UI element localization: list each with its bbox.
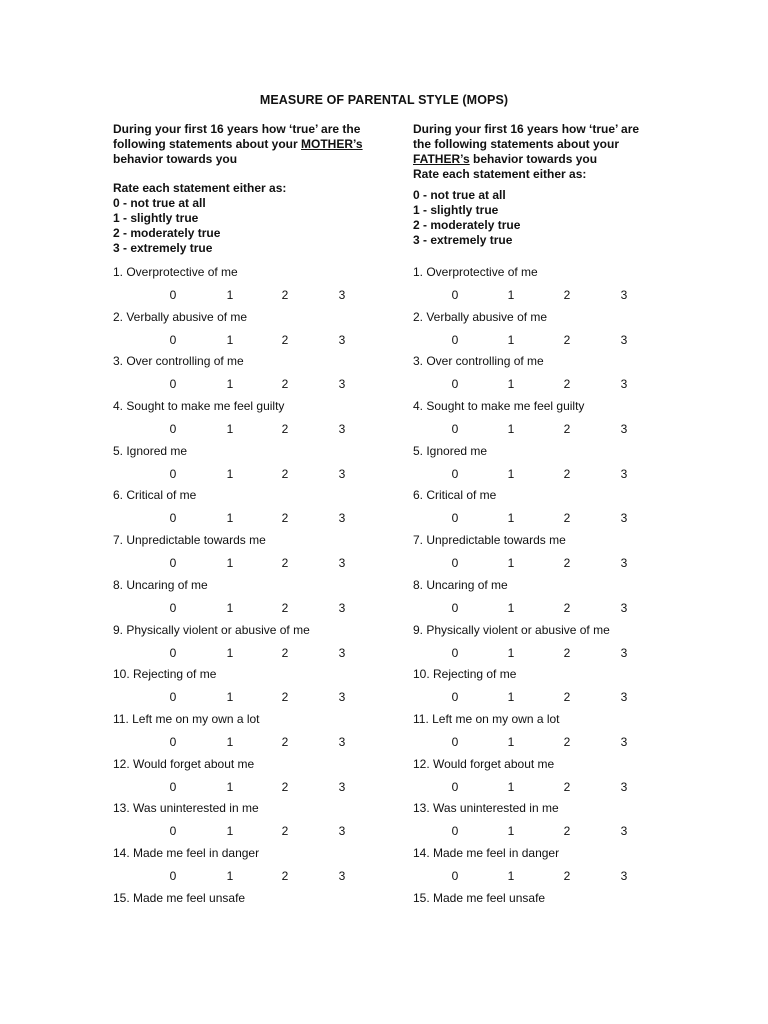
item-statement: 10. Rejecting of me: [113, 667, 217, 682]
rating-option-1[interactable]: 1: [226, 779, 234, 794]
rating-option-0[interactable]: 0: [451, 600, 459, 615]
mother-header-line-1: During your first 16 years how ‘true’ are the: [113, 122, 361, 136]
father-item: [413, 310, 713, 355]
rating-scale: [113, 288, 373, 302]
father-item: [413, 757, 713, 802]
rating-option-2[interactable]: 2: [563, 466, 571, 481]
rating-option-1[interactable]: 1: [226, 511, 234, 526]
rating-scale: [413, 467, 673, 481]
rating-option-2[interactable]: 2: [563, 600, 571, 615]
rating-option-3[interactable]: 3: [338, 779, 346, 794]
rating-scale: [113, 601, 373, 615]
item-statement: 4. Sought to make me feel guilty: [413, 399, 585, 414]
rating-option-0[interactable]: 0: [169, 690, 177, 705]
mother-item: [113, 354, 413, 399]
rating-option-0[interactable]: 0: [451, 332, 459, 347]
rating-option-0[interactable]: 0: [169, 377, 177, 392]
rating-option-3[interactable]: 3: [338, 600, 346, 615]
rating-option-1[interactable]: 1: [507, 377, 515, 392]
rating-option-3[interactable]: 3: [338, 288, 346, 302]
rating-option-3[interactable]: 3: [620, 824, 628, 839]
mother-item: [113, 667, 413, 712]
rating-option-1[interactable]: 1: [507, 690, 515, 705]
rating-option-1[interactable]: 1: [226, 332, 234, 347]
rating-option-1[interactable]: 1: [226, 734, 234, 749]
rating-option-2[interactable]: 2: [563, 511, 571, 526]
rating-option-2[interactable]: 2: [563, 645, 571, 660]
item-statement: 15. Made me feel unsafe: [413, 890, 546, 905]
rating-scale: [413, 511, 673, 525]
father-item: [413, 801, 713, 846]
rating-option-0[interactable]: 0: [451, 466, 459, 481]
rating-scale: [113, 422, 373, 436]
item-statement: 6. Critical of me: [413, 488, 497, 503]
mother-header-line-3: behavior towards you: [113, 152, 238, 166]
item-statement: 12. Would forget about me: [113, 756, 255, 771]
rating-option-1[interactable]: 1: [507, 779, 515, 794]
rating-option-3[interactable]: 3: [338, 556, 346, 571]
rating-option-0[interactable]: 0: [169, 556, 177, 571]
rating-scale: [413, 556, 673, 570]
rating-option-2[interactable]: 2: [281, 511, 289, 526]
rating-option-0[interactable]: 0: [169, 645, 177, 660]
rating-scale: [413, 646, 673, 660]
rating-option-0[interactable]: 0: [451, 422, 459, 437]
rating-scale: [413, 824, 673, 838]
mother-item: [113, 265, 413, 310]
rating-option-0[interactable]: 0: [169, 868, 177, 883]
rating-option-1[interactable]: 1: [226, 690, 234, 705]
rating-option-2[interactable]: 2: [281, 288, 289, 302]
rating-option-2[interactable]: 2: [563, 422, 571, 437]
item-statement: 13. Was uninterested in me: [413, 801, 559, 816]
rating-option-3[interactable]: 3: [620, 868, 628, 883]
rating-option-2[interactable]: 2: [563, 332, 571, 347]
father-header-line-1: During your first 16 years how ‘true’ are: [413, 122, 640, 136]
item-statement: 2. Verbally abusive of me: [413, 309, 548, 324]
rating-option-2[interactable]: 2: [281, 422, 289, 437]
item-statement: 9. Physically violent or abusive of me: [413, 622, 610, 637]
rating-option-3[interactable]: 3: [620, 690, 628, 705]
rating-option-0[interactable]: 0: [169, 422, 177, 437]
rating-option-0[interactable]: 0: [169, 600, 177, 615]
father-item: [413, 578, 713, 623]
rating-option-1[interactable]: 1: [226, 466, 234, 481]
rating-option-2[interactable]: 2: [281, 824, 289, 839]
rating-option-2[interactable]: 2: [281, 779, 289, 794]
rating-option-1[interactable]: 1: [226, 422, 234, 437]
mother-item: [113, 533, 413, 578]
rating-option-2[interactable]: 2: [281, 600, 289, 615]
page-title: MEASURE OF PARENTAL STYLE (MOPS): [259, 93, 509, 107]
item-statement: 14. Made me feel in danger: [113, 845, 260, 860]
rating-option-3[interactable]: 3: [620, 377, 628, 392]
father-instructions: [413, 122, 693, 248]
rating-scale: [413, 690, 673, 704]
rating-option-0[interactable]: 0: [451, 690, 459, 705]
mother-header-line-2: following statements about your MOTHER’s: [113, 137, 363, 151]
rating-scale: [413, 601, 673, 615]
father-item: [413, 444, 713, 489]
father-header-line-2: the following statements about your: [413, 137, 620, 151]
rating-option-1[interactable]: 1: [226, 645, 234, 660]
rating-option-0[interactable]: 0: [451, 734, 459, 749]
item-statement: 3. Over controlling of me: [413, 354, 544, 369]
father-item: [413, 488, 713, 533]
rating-scale: [413, 869, 673, 883]
mother-rating-legend: [113, 196, 393, 256]
rating-option-2[interactable]: 2: [563, 734, 571, 749]
rating-option-0[interactable]: 0: [169, 779, 177, 794]
father-parent-label: FATHER’s: [413, 152, 470, 166]
item-statement: 3. Over controlling of me: [113, 354, 244, 369]
rating-option-2[interactable]: 2: [281, 332, 289, 347]
rating-option-3[interactable]: 3: [338, 511, 346, 526]
rating-option-1[interactable]: 1: [507, 511, 515, 526]
rating-option-1[interactable]: 1: [507, 556, 515, 571]
rating-option-3[interactable]: 3: [338, 824, 346, 839]
rating-option-0[interactable]: 0: [451, 511, 459, 526]
item-statement: 7. Unpredictable towards me: [413, 533, 566, 548]
item-statement: 1. Overprotective of me: [413, 265, 538, 279]
mother-item: [113, 801, 413, 846]
mother-item-list: [113, 265, 413, 935]
mother-item: [113, 757, 413, 802]
rating-option-0[interactable]: 0: [451, 868, 459, 883]
rating-option-3[interactable]: 3: [338, 868, 346, 883]
rating-option-0[interactable]: 0: [451, 779, 459, 794]
rating-option-3[interactable]: 3: [338, 377, 346, 392]
item-statement: 8. Uncaring of me: [413, 577, 508, 592]
rating-option-1[interactable]: 1: [507, 824, 515, 839]
rating-scale: [413, 377, 673, 391]
rating-option-3[interactable]: 3: [620, 600, 628, 615]
rating-legend-item: 1 - slightly true: [113, 211, 199, 225]
rating-option-2[interactable]: 2: [281, 377, 289, 392]
rating-option-1[interactable]: 1: [226, 824, 234, 839]
father-item: [413, 891, 713, 936]
rating-legend-item: 3 - extremely true: [413, 233, 513, 247]
rating-option-2[interactable]: 2: [563, 556, 571, 571]
item-statement: 2. Verbally abusive of me: [113, 309, 248, 324]
item-statement: 11. Left me on my own a lot: [113, 711, 260, 726]
mother-instructions: [113, 122, 393, 256]
item-statement: 12. Would forget about me: [413, 756, 555, 771]
rating-option-0[interactable]: 0: [451, 645, 459, 660]
father-item: [413, 399, 713, 444]
rating-legend-item: 0 - not true at all: [413, 188, 506, 202]
rating-scale: [113, 646, 373, 660]
rating-option-3[interactable]: 3: [620, 734, 628, 749]
rating-option-3[interactable]: 3: [620, 511, 628, 526]
item-statement: 7. Unpredictable towards me: [113, 533, 266, 548]
rating-option-3[interactable]: 3: [338, 466, 346, 481]
rating-option-3[interactable]: 3: [620, 288, 628, 302]
rating-option-2[interactable]: 2: [281, 690, 289, 705]
rating-option-1[interactable]: 1: [226, 868, 234, 883]
father-item: [413, 846, 713, 891]
rating-scale: [413, 735, 673, 749]
rating-option-0[interactable]: 0: [169, 734, 177, 749]
mother-rate-heading: Rate each statement either as:: [113, 181, 287, 195]
rating-option-0[interactable]: 0: [451, 824, 459, 839]
rating-option-0[interactable]: 0: [169, 824, 177, 839]
rating-option-2[interactable]: 2: [281, 868, 289, 883]
father-item: [413, 712, 713, 757]
rating-option-1[interactable]: 1: [507, 645, 515, 660]
rating-scale: [113, 824, 373, 838]
item-statement: 6. Critical of me: [113, 488, 197, 503]
rating-option-2[interactable]: 2: [563, 824, 571, 839]
rating-option-2[interactable]: 2: [281, 734, 289, 749]
rating-option-3[interactable]: 3: [620, 779, 628, 794]
rating-scale: [113, 556, 373, 570]
rating-option-0[interactable]: 0: [169, 288, 177, 302]
rating-scale: [413, 422, 673, 436]
rating-option-1[interactable]: 1: [507, 734, 515, 749]
rating-option-3[interactable]: 3: [620, 332, 628, 347]
item-statement: 5. Ignored me: [413, 443, 488, 458]
rating-scale: [113, 780, 373, 794]
mother-item: [113, 623, 413, 668]
father-header: [413, 122, 693, 167]
rating-legend-item: 2 - moderately true: [113, 226, 221, 240]
rating-legend-item: 2 - moderately true: [413, 218, 521, 232]
rating-option-3[interactable]: 3: [620, 645, 628, 660]
father-item: [413, 533, 713, 578]
rating-scale: [113, 735, 373, 749]
mother-item: [113, 578, 413, 623]
rating-option-3[interactable]: 3: [620, 556, 628, 571]
rating-option-2[interactable]: 2: [563, 868, 571, 883]
rating-option-1[interactable]: 1: [507, 600, 515, 615]
item-statement: 13. Was uninterested in me: [113, 801, 259, 816]
mother-parent-label: MOTHER’s: [301, 137, 363, 151]
rating-scale: [113, 467, 373, 481]
rating-option-3[interactable]: 3: [338, 690, 346, 705]
rating-option-2[interactable]: 2: [281, 645, 289, 660]
rating-option-1[interactable]: 1: [507, 288, 515, 302]
rating-option-1[interactable]: 1: [226, 288, 234, 302]
rating-scale: [113, 377, 373, 391]
item-statement: 14. Made me feel in danger: [413, 845, 560, 860]
rating-legend-item: 1 - slightly true: [413, 203, 499, 217]
father-item: [413, 623, 713, 668]
rating-option-3[interactable]: 3: [338, 422, 346, 437]
rating-option-3[interactable]: 3: [620, 422, 628, 437]
mother-item: [113, 399, 413, 444]
rating-option-2[interactable]: 2: [563, 377, 571, 392]
mother-item: [113, 712, 413, 757]
mother-item: [113, 310, 413, 355]
rating-option-0[interactable]: 0: [169, 511, 177, 526]
rating-option-1[interactable]: 1: [507, 466, 515, 481]
item-statement: 9. Physically violent or abusive of me: [113, 622, 310, 637]
rating-option-1[interactable]: 1: [226, 556, 234, 571]
rating-scale: [413, 333, 673, 347]
rating-option-2[interactable]: 2: [563, 690, 571, 705]
mother-item: [113, 444, 413, 489]
rating-option-2[interactable]: 2: [563, 288, 571, 302]
father-header-line-3: FATHER’s behavior towards you: [413, 152, 598, 166]
item-statement: 10. Rejecting of me: [413, 667, 517, 682]
rating-scale: [413, 780, 673, 794]
rating-option-2[interactable]: 2: [281, 556, 289, 571]
rating-scale: [113, 869, 373, 883]
rating-scale: [113, 333, 373, 347]
rating-option-3[interactable]: 3: [338, 645, 346, 660]
rating-option-0[interactable]: 0: [451, 556, 459, 571]
father-item: [413, 667, 713, 712]
rating-option-3[interactable]: 3: [620, 466, 628, 481]
rating-option-0[interactable]: 0: [451, 377, 459, 392]
item-statement: 4. Sought to make me feel guilty: [113, 399, 285, 414]
rating-option-0[interactable]: 0: [451, 288, 459, 302]
rating-legend-item: 0 - not true at all: [113, 196, 206, 210]
rating-option-1[interactable]: 1: [507, 332, 515, 347]
rating-scale: [113, 690, 373, 704]
mother-header: [113, 122, 393, 167]
rating-legend-item: 3 - extremely true: [113, 241, 213, 255]
rating-option-1[interactable]: 1: [507, 422, 515, 437]
rating-scale: [113, 511, 373, 525]
father-item: [413, 354, 713, 399]
rating-option-3[interactable]: 3: [338, 332, 346, 347]
father-rating-legend: [413, 188, 693, 248]
rating-option-2[interactable]: 2: [563, 779, 571, 794]
item-statement: 15. Made me feel unsafe: [113, 890, 246, 905]
mother-item: [113, 488, 413, 533]
rating-scale: [413, 288, 673, 302]
item-statement: 5. Ignored me: [113, 443, 188, 458]
mother-item: [113, 891, 413, 936]
rating-option-2[interactable]: 2: [281, 466, 289, 481]
rating-option-1[interactable]: 1: [507, 868, 515, 883]
father-item: [413, 265, 713, 310]
mother-item: [113, 846, 413, 891]
rating-option-3[interactable]: 3: [338, 734, 346, 749]
father-item-list: [413, 265, 713, 935]
rating-option-0[interactable]: 0: [169, 332, 177, 347]
rating-option-0[interactable]: 0: [169, 466, 177, 481]
item-statement: 8. Uncaring of me: [113, 577, 208, 592]
item-statement: 1. Overprotective of me: [113, 265, 238, 279]
rating-option-1[interactable]: 1: [226, 377, 234, 392]
father-rate-heading: Rate each statement either as:: [413, 167, 587, 181]
item-statement: 11. Left me on my own a lot: [413, 711, 560, 726]
rating-option-1[interactable]: 1: [226, 600, 234, 615]
